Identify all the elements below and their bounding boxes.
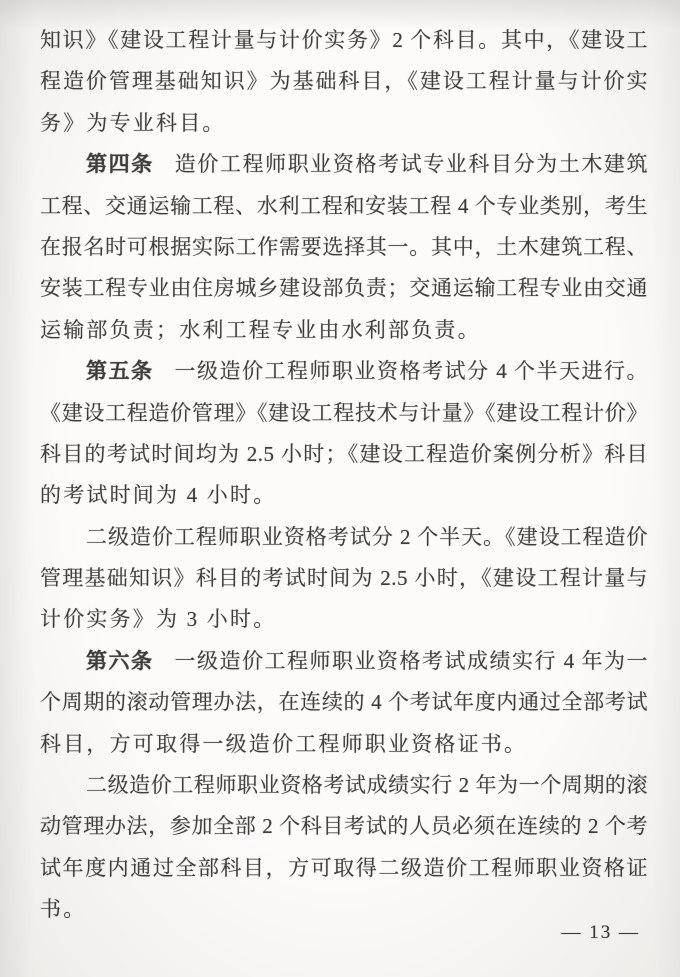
line-text: 一级造价工程师职业资格考试成绩实行 4 年为一	[174, 648, 648, 673]
text-line	[40, 310, 648, 351]
text-line	[40, 682, 648, 723]
line-text: 务》为专业科目。	[40, 110, 226, 135]
line-text: 工程、交通运输工程、水利工程和安装工程 4 个专业类别，考生	[40, 193, 648, 218]
line-text: 二级造价工程师职业资格考试成绩实行 2 年为一个周期的滚	[86, 773, 648, 798]
text-line	[40, 558, 648, 599]
line-text: 计价实务》为 3 小时。	[40, 607, 277, 632]
text-line	[40, 475, 648, 516]
line-text: 个周期的滚动管理办法，在连续的 4 个考试年度内通过全部考试	[40, 690, 648, 715]
text-line	[40, 268, 648, 309]
text-line	[40, 806, 648, 847]
line-text: 书。	[40, 897, 87, 922]
line-text: 试年度内通过全部科目，方可取得二级造价工程师职业资格证	[40, 855, 648, 880]
text-line	[40, 724, 648, 765]
text-line	[40, 848, 648, 889]
line-text: 《建设工程造价管理》《建设工程技术与计量》《建设工程计价》	[40, 400, 648, 425]
text-line	[40, 227, 648, 268]
line-text: 在报名时可根据实际工作需要选择其一。其中，土木建筑工程、	[40, 234, 648, 259]
line-text: 科目，方可取得一级造价工程师职业资格证书。	[40, 731, 528, 756]
text-line	[40, 103, 648, 144]
article-number-label: 第六条	[86, 648, 154, 673]
text-line	[40, 393, 648, 434]
text-line-article-4	[40, 144, 648, 185]
text-line	[40, 889, 648, 930]
text-line	[40, 186, 648, 227]
text-line	[40, 61, 648, 102]
text-line	[40, 599, 648, 640]
line-text: 管理基础知识》科目的考试时间为 2.5 小时，《建设工程计量与	[40, 566, 648, 591]
line-text: 造价工程师职业资格考试专业科目分为土木建筑	[174, 152, 649, 177]
line-text: 动管理办法，参加全部 2 个科目考试的人员必须在连续的 2 个考	[40, 814, 648, 839]
line-text: 安装工程专业由住房城乡建设部负责；交通运输工程专业由交通	[40, 276, 648, 301]
line-text: 程造价管理基础知识》为基础科目，《建设工程计量与计价实	[40, 69, 648, 94]
text-line-article-6	[40, 641, 648, 682]
text-line-article-5	[40, 351, 648, 392]
text-line	[40, 765, 648, 806]
line-text: 知识》《建设工程计量与计价实务》2 个科目。其中，《建设工	[40, 28, 648, 52]
text-line	[40, 20, 648, 61]
line-text: 二级造价工程师职业资格考试分 2 个半天。《建设工程造价	[86, 524, 648, 549]
line-text: 运输部负责；水利工程专业由水利部负责。	[40, 317, 481, 342]
article-number-label: 第五条	[86, 359, 154, 384]
line-text: 科目的考试时间均为 2.5 小时；《建设工程造价案例分析》科目	[40, 441, 648, 466]
page-number: — 13 —	[561, 922, 640, 943]
document-body-text	[40, 20, 648, 931]
article-number-label: 第四条	[86, 152, 154, 177]
line-text: 一级造价工程师职业资格考试分 4 个半天进行。	[174, 359, 648, 384]
line-text: 的考试时间为 4 小时。	[40, 483, 277, 508]
text-line	[40, 434, 648, 475]
text-line	[40, 517, 648, 558]
